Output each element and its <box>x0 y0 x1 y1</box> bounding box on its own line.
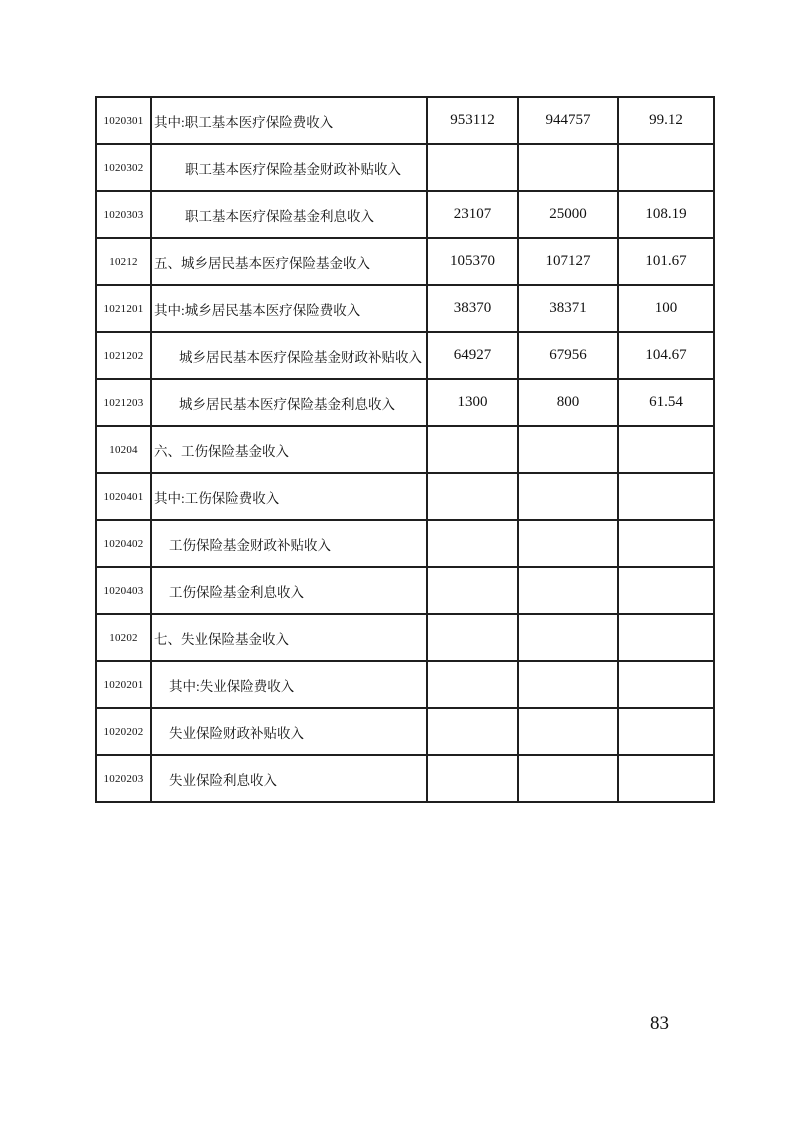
table-row <box>96 567 714 614</box>
row-code-cell: 1020303 <box>96 191 151 238</box>
row-code-cell: 1021203 <box>96 379 151 426</box>
row-actual-value-cell <box>518 473 618 520</box>
table-row <box>96 238 714 285</box>
row-item-name-cell: 职工基本医疗保险基金财政补贴收入 <box>151 144 427 191</box>
row-budget-value-cell <box>427 661 518 708</box>
row-actual-value-cell <box>518 661 618 708</box>
row-item-name-cell: 七、失业保险基金收入 <box>151 614 427 661</box>
table-row <box>96 520 714 567</box>
row-actual-value-cell: 944757 <box>518 97 618 144</box>
row-code-cell: 10202 <box>96 614 151 661</box>
row-code-cell: 10212 <box>96 238 151 285</box>
row-item-name-cell: 工伤保险基金利息收入 <box>151 567 427 614</box>
row-budget-value-cell: 1300 <box>427 379 518 426</box>
table-row <box>96 755 714 802</box>
table-row <box>96 191 714 238</box>
row-actual-value-cell <box>518 144 618 191</box>
budget-table <box>95 96 715 803</box>
row-item-name-cell: 其中:职工基本医疗保险费收入 <box>151 97 427 144</box>
row-item-name-cell: 六、工伤保险基金收入 <box>151 426 427 473</box>
row-item-name-cell: 其中:城乡居民基本医疗保险费收入 <box>151 285 427 332</box>
row-actual-value-cell <box>518 614 618 661</box>
page-number: 83 <box>650 1013 669 1034</box>
row-budget-value-cell <box>427 144 518 191</box>
row-code-cell: 1020401 <box>96 473 151 520</box>
table-row <box>96 144 714 191</box>
row-completion-rate-cell <box>618 426 714 473</box>
table-row <box>96 661 714 708</box>
table-row <box>96 97 714 144</box>
row-budget-value-cell <box>427 473 518 520</box>
table-row <box>96 426 714 473</box>
row-code-cell: 1020403 <box>96 567 151 614</box>
table-row <box>96 379 714 426</box>
row-code-cell: 1020201 <box>96 661 151 708</box>
row-item-name-cell: 失业保险财政补贴收入 <box>151 708 427 755</box>
row-budget-value-cell <box>427 426 518 473</box>
row-completion-rate-cell: 100 <box>618 285 714 332</box>
row-code-cell: 1021201 <box>96 285 151 332</box>
row-budget-value-cell <box>427 614 518 661</box>
table-row <box>96 473 714 520</box>
row-code-cell: 1020203 <box>96 755 151 802</box>
row-budget-value-cell: 38370 <box>427 285 518 332</box>
row-actual-value-cell: 800 <box>518 379 618 426</box>
row-completion-rate-cell <box>618 473 714 520</box>
table-row <box>96 614 714 661</box>
row-budget-value-cell: 64927 <box>427 332 518 379</box>
row-actual-value-cell <box>518 755 618 802</box>
table-row <box>96 708 714 755</box>
row-code-cell: 1021202 <box>96 332 151 379</box>
row-actual-value-cell: 67956 <box>518 332 618 379</box>
row-completion-rate-cell: 61.54 <box>618 379 714 426</box>
row-budget-value-cell: 953112 <box>427 97 518 144</box>
row-actual-value-cell: 25000 <box>518 191 618 238</box>
row-code-cell: 1020402 <box>96 520 151 567</box>
row-item-name-cell: 其中:失业保险费收入 <box>151 661 427 708</box>
row-completion-rate-cell <box>618 708 714 755</box>
row-item-name-cell: 城乡居民基本医疗保险基金利息收入 <box>151 379 427 426</box>
row-completion-rate-cell: 101.67 <box>618 238 714 285</box>
row-actual-value-cell <box>518 520 618 567</box>
row-item-name-cell: 五、城乡居民基本医疗保险基金收入 <box>151 238 427 285</box>
row-code-cell: 1020302 <box>96 144 151 191</box>
row-item-name-cell: 失业保险利息收入 <box>151 755 427 802</box>
row-item-name-cell: 工伤保险基金财政补贴收入 <box>151 520 427 567</box>
row-budget-value-cell: 105370 <box>427 238 518 285</box>
row-actual-value-cell <box>518 567 618 614</box>
row-code-cell: 1020301 <box>96 97 151 144</box>
row-item-name-cell: 城乡居民基本医疗保险基金财政补贴收入 <box>151 332 427 379</box>
row-completion-rate-cell <box>618 520 714 567</box>
row-completion-rate-cell: 108.19 <box>618 191 714 238</box>
row-item-name-cell: 其中:工伤保险费收入 <box>151 473 427 520</box>
row-code-cell: 10204 <box>96 426 151 473</box>
row-budget-value-cell <box>427 520 518 567</box>
row-item-name-cell: 职工基本医疗保险基金利息收入 <box>151 191 427 238</box>
row-actual-value-cell: 107127 <box>518 238 618 285</box>
row-completion-rate-cell <box>618 755 714 802</box>
row-completion-rate-cell: 104.67 <box>618 332 714 379</box>
row-completion-rate-cell <box>618 567 714 614</box>
row-completion-rate-cell: 99.12 <box>618 97 714 144</box>
table-row <box>96 332 714 379</box>
row-code-cell: 1020202 <box>96 708 151 755</box>
row-actual-value-cell <box>518 708 618 755</box>
row-completion-rate-cell <box>618 661 714 708</box>
row-actual-value-cell: 38371 <box>518 285 618 332</box>
row-completion-rate-cell <box>618 614 714 661</box>
row-budget-value-cell <box>427 567 518 614</box>
row-budget-value-cell <box>427 755 518 802</box>
row-completion-rate-cell <box>618 144 714 191</box>
row-budget-value-cell: 23107 <box>427 191 518 238</box>
row-budget-value-cell <box>427 708 518 755</box>
row-actual-value-cell <box>518 426 618 473</box>
table-row <box>96 285 714 332</box>
